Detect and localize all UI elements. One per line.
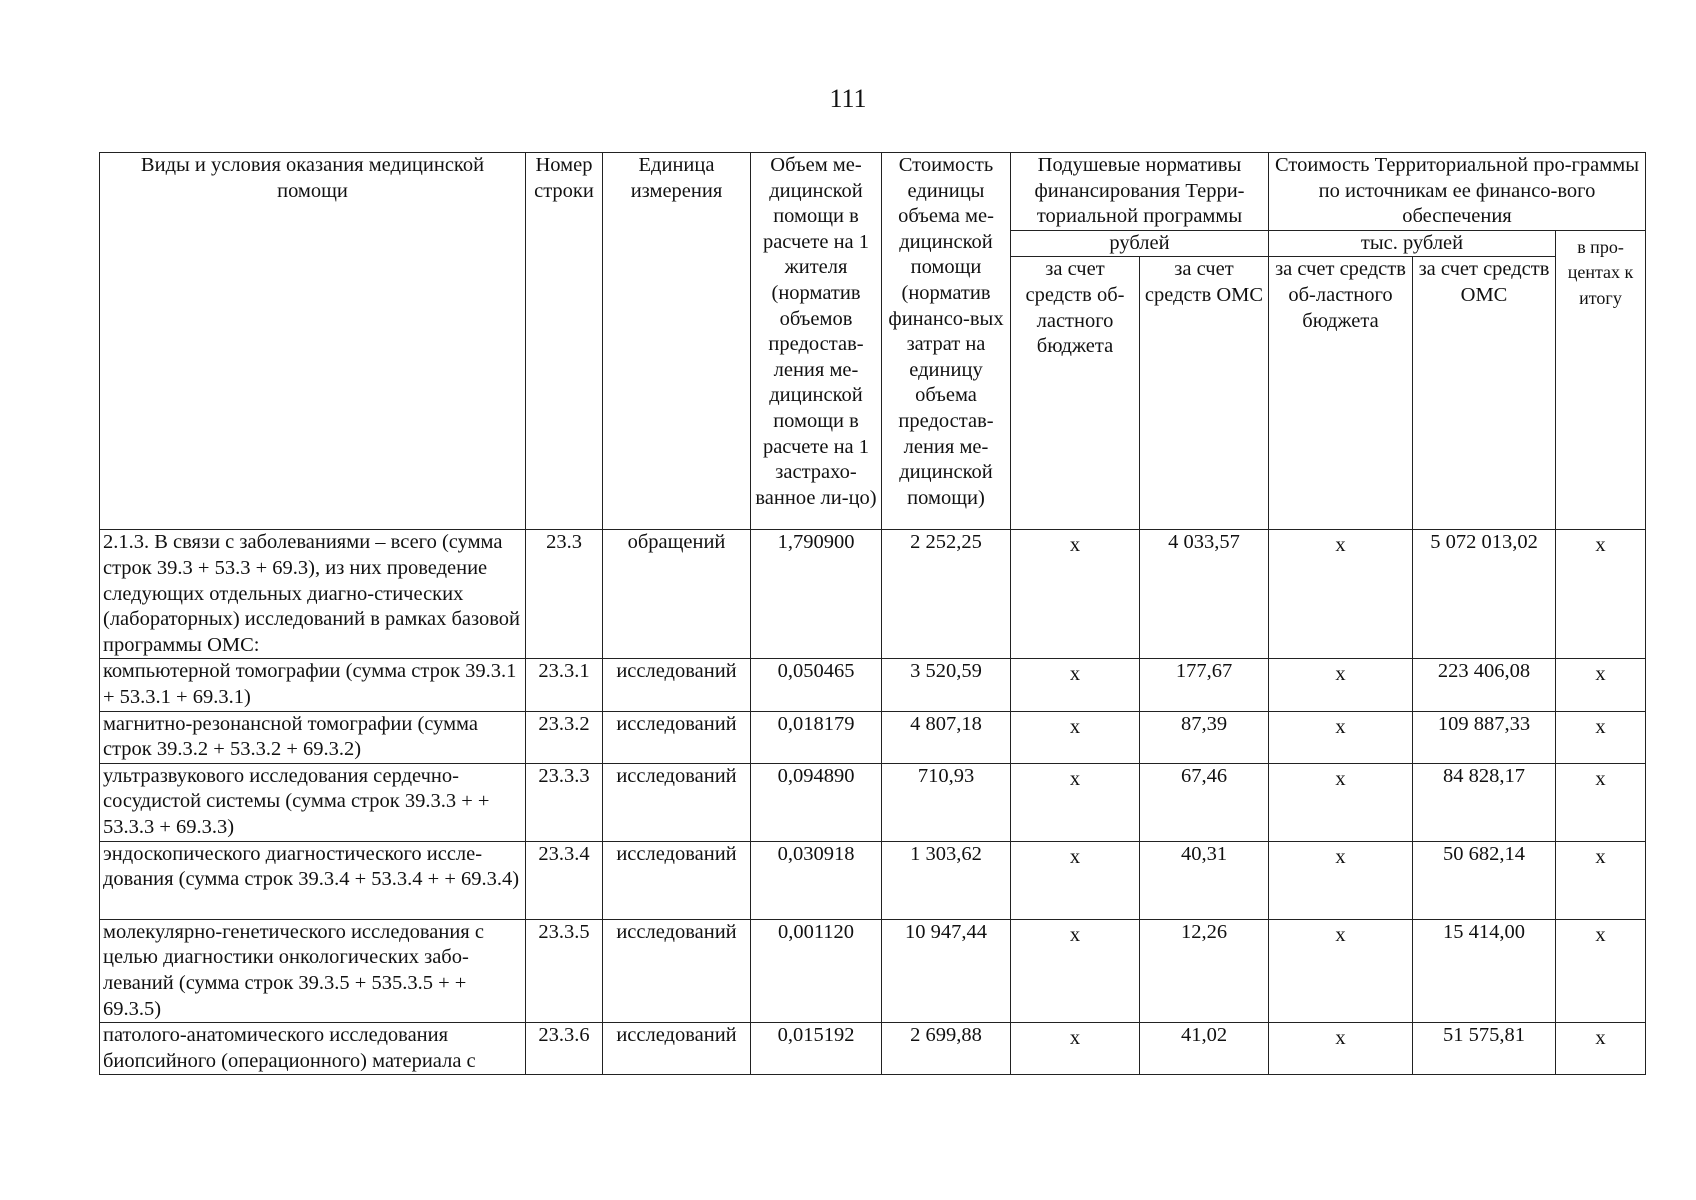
row-number: 23.3.1 [526,659,603,711]
row-tot-budget: х [1269,659,1413,711]
row-name: молекулярно-генетического исследования с целью диагностики онкологических забо-леваний (сумма строк 39.3.5 + 535.3.5 + + 69.3.5) [100,919,526,1022]
row-unit: исследований [603,711,751,763]
row-volume: 0,001120 [751,919,882,1022]
row-pc-oms: 4 033,57 [1140,530,1269,659]
header-row-no: Номер строки [526,153,603,530]
row-unit: исследований [603,919,751,1022]
row-tot-oms: 50 682,14 [1413,841,1556,919]
header-thousand-rubles: тыс. рублей [1269,230,1556,257]
row-volume: 0,050465 [751,659,882,711]
row-tot-oms: 51 575,81 [1413,1023,1556,1075]
row-name: 2.1.3. В связи с заболеваниями – всего (сумма строк 39.3 + 53.3 + 69.3), из них проведение следующих отдельных диагно-стических (лабораторных) исследований в рамках базовой программы ОМС: [100,530,526,659]
row-pc-budget: х [1011,530,1140,659]
row-number: 23.3.2 [526,711,603,763]
header-pc-budget: за счет средств об-ластного бюджета [1011,257,1140,530]
row-cost: 1 303,62 [882,841,1011,919]
table-row [100,530,1646,659]
header-unit: Единица измерения [603,153,751,530]
row-pc-oms: 12,26 [1140,919,1269,1022]
page-number: 111 [829,84,867,113]
row-pc-oms: 41,02 [1140,1023,1269,1075]
row-percent: х [1556,841,1646,919]
row-number: 23.3 [526,530,603,659]
table-row [100,659,1646,711]
table-row [100,1023,1646,1075]
row-name: ультразвукового исследования сердечно-сосудистой системы (сумма строк 39.3.3 + + 53.3.3 + 69.3.3) [100,763,526,841]
row-cost: 710,93 [882,763,1011,841]
row-pc-budget: х [1011,1023,1140,1075]
row-pc-budget: х [1011,919,1140,1022]
row-cost: 2 699,88 [882,1023,1011,1075]
row-pc-oms: 87,39 [1140,711,1269,763]
row-name: магнитно-резонансной томографии (сумма строк 39.3.2 + 53.3.2 + 69.3.2) [100,711,526,763]
row-tot-budget: х [1269,530,1413,659]
row-volume: 0,015192 [751,1023,882,1075]
row-volume: 0,030918 [751,841,882,919]
row-cost: 10 947,44 [882,919,1011,1022]
table-row [100,919,1646,1022]
row-percent: х [1556,763,1646,841]
row-tot-budget: х [1269,1023,1413,1075]
row-percent: х [1556,919,1646,1022]
header-program-cost: Стоимость Территориальной про-граммы по источникам ее финансо-вого обеспечения [1269,153,1646,231]
row-tot-oms: 223 406,08 [1413,659,1556,711]
row-unit: исследований [603,763,751,841]
header-percent: в про-центах к итогу [1556,230,1646,530]
row-percent: х [1556,1023,1646,1075]
row-tot-budget: х [1269,841,1413,919]
row-unit: обращений [603,530,751,659]
row-unit: исследований [603,1023,751,1075]
row-number: 23.3.3 [526,763,603,841]
row-volume: 0,018179 [751,711,882,763]
row-number: 23.3.6 [526,1023,603,1075]
row-number: 23.3.5 [526,919,603,1022]
row-unit: исследований [603,841,751,919]
row-name: эндоскопического диагностического иссле-дования (сумма строк 39.3.4 + 53.3.4 + + 69.3.4) [100,841,526,919]
row-pc-budget: х [1011,763,1140,841]
header-row-1 [100,153,1646,231]
row-percent: х [1556,530,1646,659]
row-pc-budget: х [1011,841,1140,919]
row-volume: 1,790900 [751,530,882,659]
row-tot-oms: 84 828,17 [1413,763,1556,841]
financing-table [99,152,1646,1075]
row-pc-budget: х [1011,659,1140,711]
table-row [100,711,1646,763]
header-tot-budget: за счет средств об-ластного бюджета [1269,257,1413,530]
row-cost: 4 807,18 [882,711,1011,763]
row-pc-oms: 40,31 [1140,841,1269,919]
row-tot-budget: х [1269,919,1413,1022]
row-pc-oms: 177,67 [1140,659,1269,711]
row-name: патолого-анатомического исследования биопсийного (операционного) материала с [100,1023,526,1075]
row-volume: 0,094890 [751,763,882,841]
row-unit: исследований [603,659,751,711]
row-tot-oms: 15 414,00 [1413,919,1556,1022]
row-percent: х [1556,711,1646,763]
row-name: компьютерной томографии (сумма строк 39.3.1 + 53.3.1 + 69.3.1) [100,659,526,711]
row-number: 23.3.4 [526,841,603,919]
header-pc-oms: за счет средств ОМС [1140,257,1269,530]
row-percent: х [1556,659,1646,711]
row-pc-oms: 67,46 [1140,763,1269,841]
header-rubles: рублей [1011,230,1269,257]
header-cost: Стоимость единицы объема ме-дицинской помощи (норматив финансо-вых затрат на единицу объема предостав-ления ме-дицинской помощи) [882,153,1011,530]
table-row [100,763,1646,841]
row-tot-budget: х [1269,763,1413,841]
row-cost: 3 520,59 [882,659,1011,711]
header-percapita: Подушевые нормативы финансирования Терри-ториальной программы [1011,153,1269,231]
row-tot-oms: 5 072 013,02 [1413,530,1556,659]
row-tot-budget: х [1269,711,1413,763]
header-volume: Объем ме-дицинской помощи в расчете на 1 жителя (норматив объемов предостав-ления ме-дицинской помощи в расчете на 1 застрахо-ванное ли-цо) [751,153,882,530]
row-tot-oms: 109 887,33 [1413,711,1556,763]
row-cost: 2 252,25 [882,530,1011,659]
row-pc-budget: х [1011,711,1140,763]
table-row [100,841,1646,919]
header-type: Виды и условия оказания медицинской помощи [100,153,526,530]
header-tot-oms: за счет средств ОМС [1413,257,1556,530]
